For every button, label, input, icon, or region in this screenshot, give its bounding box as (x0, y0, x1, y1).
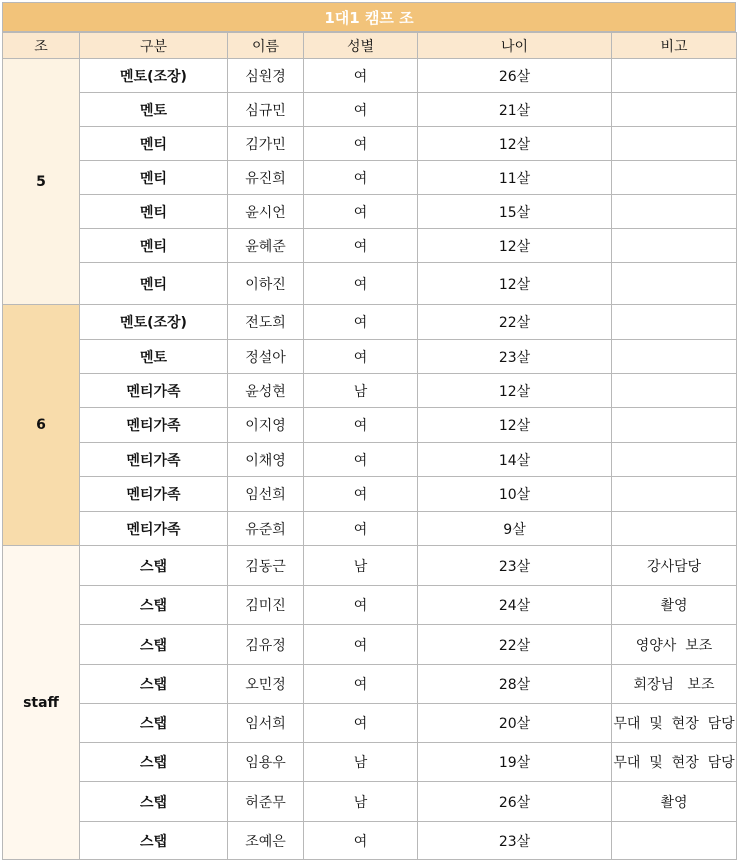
cell-role: 스탭 (80, 546, 228, 586)
cell-role: 멘토(조장) (80, 305, 228, 340)
cell-note: 무대 및 현장 담당 (612, 704, 737, 743)
header-row (3, 33, 737, 59)
cell-name: 김유정 (228, 625, 304, 665)
cell-gender: 여 (304, 704, 418, 743)
cell-gender: 여 (304, 161, 418, 195)
cell-role: 멘티 (80, 161, 228, 195)
cell-role: 스탭 (80, 625, 228, 665)
cell-gender: 여 (304, 59, 418, 93)
cell-note (612, 443, 737, 477)
cell-role: 멘토(조장) (80, 59, 228, 93)
cell-gender: 여 (304, 263, 418, 305)
table-row (3, 195, 737, 229)
cell-age: 15살 (418, 195, 612, 229)
cell-name: 임서희 (228, 704, 304, 743)
table-row (3, 665, 737, 704)
cell-gender: 여 (304, 195, 418, 229)
cell-gender: 여 (304, 229, 418, 263)
cell-name: 이하진 (228, 263, 304, 305)
group-table (2, 32, 737, 860)
cell-age: 9살 (418, 512, 612, 546)
cell-note (612, 93, 737, 127)
cell-note (612, 374, 737, 408)
cell-gender: 여 (304, 127, 418, 161)
cell-name: 정설아 (228, 340, 304, 374)
cell-note (612, 229, 737, 263)
cell-gender: 여 (304, 305, 418, 340)
cell-note (612, 477, 737, 512)
cell-role: 멘티 (80, 263, 228, 305)
cell-age: 11살 (418, 161, 612, 195)
cell-name: 김가민 (228, 127, 304, 161)
cell-note (612, 59, 737, 93)
cell-name: 김동근 (228, 546, 304, 586)
table-row (3, 586, 737, 625)
cell-age: 23살 (418, 822, 612, 860)
cell-role: 스탭 (80, 782, 228, 822)
table-row (3, 546, 737, 586)
cell-role: 멘티 (80, 195, 228, 229)
cell-note (612, 161, 737, 195)
cell-role: 멘티 (80, 229, 228, 263)
cell-name: 윤혜준 (228, 229, 304, 263)
cell-note (612, 340, 737, 374)
cell-gender: 여 (304, 512, 418, 546)
cell-age: 12살 (418, 374, 612, 408)
cell-name: 윤시언 (228, 195, 304, 229)
cell-gender: 여 (304, 340, 418, 374)
camp-group-sheet (2, 2, 736, 860)
cell-role: 멘티가족 (80, 374, 228, 408)
cell-name: 이채영 (228, 443, 304, 477)
table-row (3, 625, 737, 665)
cell-note: 강사담당 (612, 546, 737, 586)
cell-age: 26살 (418, 782, 612, 822)
header-name: 이름 (228, 33, 304, 59)
cell-note (612, 127, 737, 161)
table-row (3, 93, 737, 127)
cell-name: 유진희 (228, 161, 304, 195)
cell-age: 21살 (418, 93, 612, 127)
cell-age: 12살 (418, 127, 612, 161)
cell-age: 28살 (418, 665, 612, 704)
cell-note (612, 512, 737, 546)
cell-gender: 여 (304, 665, 418, 704)
cell-gender: 여 (304, 477, 418, 512)
table-row (3, 161, 737, 195)
cell-role: 멘티 (80, 127, 228, 161)
cell-role: 멘티가족 (80, 512, 228, 546)
cell-role: 스탭 (80, 665, 228, 704)
cell-gender: 여 (304, 408, 418, 443)
cell-age: 22살 (418, 305, 612, 340)
cell-age: 14살 (418, 443, 612, 477)
cell-name: 전도희 (228, 305, 304, 340)
cell-role: 멘티가족 (80, 443, 228, 477)
table-row (3, 782, 737, 822)
cell-name: 허준무 (228, 782, 304, 822)
cell-note (612, 408, 737, 443)
cell-note: 영양사 보조 (612, 625, 737, 665)
group-label: staff (3, 546, 80, 860)
table-row (3, 704, 737, 743)
cell-gender: 남 (304, 546, 418, 586)
cell-name: 오민정 (228, 665, 304, 704)
table-row (3, 477, 737, 512)
cell-note (612, 195, 737, 229)
cell-note: 촬영 (612, 586, 737, 625)
cell-name: 윤성현 (228, 374, 304, 408)
cell-role: 스탭 (80, 743, 228, 782)
cell-age: 19살 (418, 743, 612, 782)
cell-age: 23살 (418, 340, 612, 374)
cell-age: 22살 (418, 625, 612, 665)
table-row (3, 512, 737, 546)
cell-age: 12살 (418, 229, 612, 263)
header-age: 나이 (418, 33, 612, 59)
table-row (3, 374, 737, 408)
cell-note: 회장님 보조 (612, 665, 737, 704)
cell-note (612, 822, 737, 860)
group-label: 5 (3, 59, 80, 305)
table-row (3, 59, 737, 93)
table-row (3, 822, 737, 860)
cell-gender: 여 (304, 822, 418, 860)
table-body (3, 59, 737, 860)
table-row (3, 127, 737, 161)
cell-name: 이지영 (228, 408, 304, 443)
cell-age: 20살 (418, 704, 612, 743)
cell-note (612, 263, 737, 305)
sheet-title: 1대1 캠프 조 (2, 2, 736, 32)
table-row (3, 263, 737, 305)
cell-gender: 여 (304, 586, 418, 625)
cell-role: 스탭 (80, 586, 228, 625)
cell-age: 24살 (418, 586, 612, 625)
table-row (3, 229, 737, 263)
cell-note: 촬영 (612, 782, 737, 822)
cell-gender: 남 (304, 743, 418, 782)
cell-note: 무대 및 현장 담당 (612, 743, 737, 782)
table-row (3, 305, 737, 340)
cell-age: 10살 (418, 477, 612, 512)
cell-age: 12살 (418, 263, 612, 305)
table-row (3, 408, 737, 443)
header-gender: 성별 (304, 33, 418, 59)
cell-gender: 여 (304, 93, 418, 127)
cell-role: 멘티가족 (80, 408, 228, 443)
cell-age: 12살 (418, 408, 612, 443)
table-row (3, 743, 737, 782)
cell-name: 임용우 (228, 743, 304, 782)
cell-role: 스탭 (80, 704, 228, 743)
cell-gender: 여 (304, 625, 418, 665)
cell-gender: 여 (304, 443, 418, 477)
header-role: 구분 (80, 33, 228, 59)
cell-name: 심원경 (228, 59, 304, 93)
cell-age: 26살 (418, 59, 612, 93)
cell-role: 멘토 (80, 340, 228, 374)
header-note: 비고 (612, 33, 737, 59)
cell-name: 조예은 (228, 822, 304, 860)
cell-role: 멘토 (80, 93, 228, 127)
cell-name: 심규민 (228, 93, 304, 127)
group-label: 6 (3, 305, 80, 546)
cell-name: 유준희 (228, 512, 304, 546)
cell-gender: 남 (304, 782, 418, 822)
cell-role: 스탭 (80, 822, 228, 860)
cell-name: 김미진 (228, 586, 304, 625)
table-row (3, 443, 737, 477)
cell-role: 멘티가족 (80, 477, 228, 512)
cell-name: 임선희 (228, 477, 304, 512)
cell-age: 23살 (418, 546, 612, 586)
header-group: 조 (3, 33, 80, 59)
cell-note (612, 305, 737, 340)
table-row (3, 340, 737, 374)
cell-gender: 남 (304, 374, 418, 408)
